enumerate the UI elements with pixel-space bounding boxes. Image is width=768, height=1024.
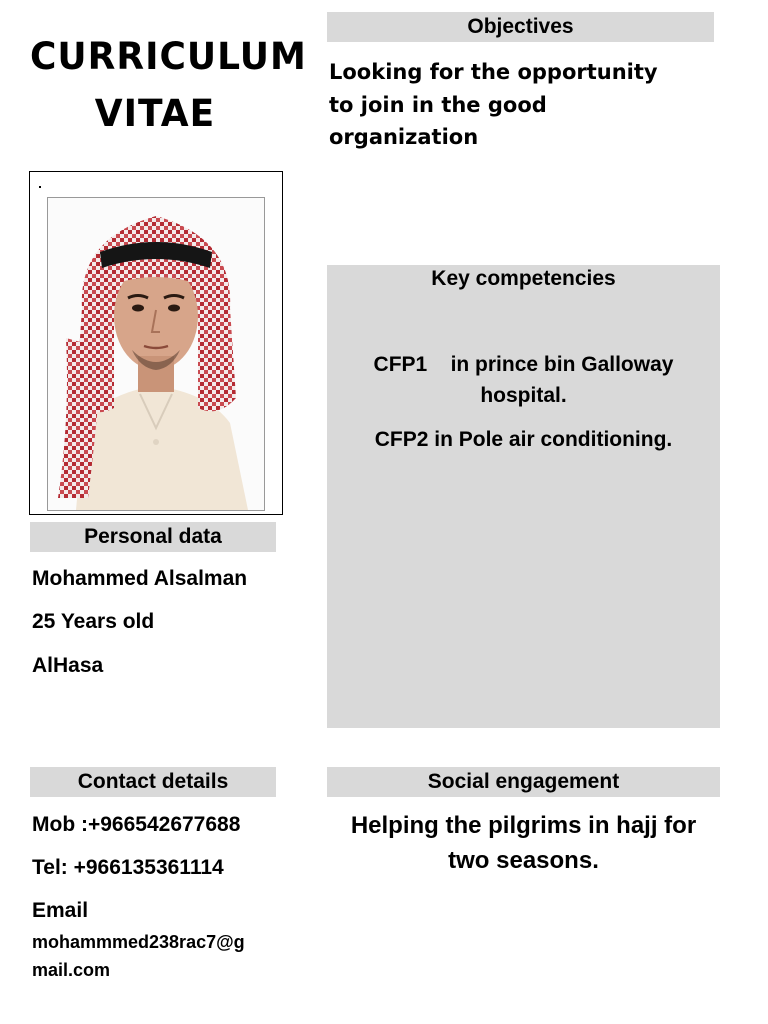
photo-dot (39, 186, 41, 188)
objectives-heading: Objectives (327, 12, 714, 42)
social-line: Helping the pilgrims in hajj for (350, 812, 697, 839)
contact-email-value (32, 928, 245, 984)
competency-item-2: CFP2 in Pole air conditioning. (374, 428, 673, 451)
contact-tel: Tel: +966135361114 (32, 856, 224, 879)
social-engagement-heading: Social engagement (327, 767, 720, 797)
objective-line: organization (329, 125, 479, 149)
personal-location: AlHasa (32, 654, 104, 677)
email-line: mohammmed238rac7@g (32, 932, 245, 952)
cv-title-line1: CURRICULUM (30, 35, 307, 79)
cv-title (30, 29, 307, 142)
social-line: two seasons. (448, 847, 599, 874)
objective-line: Looking for the opportunity (329, 60, 658, 84)
contact-mobile: Mob :+966542677688 (32, 813, 241, 836)
key-competencies-heading: Key competencies (431, 267, 616, 290)
contact-details-heading: Contact details (30, 767, 276, 797)
personal-name: Mohammed Alsalman (32, 567, 248, 590)
photo-frame (29, 171, 283, 515)
personal-data-heading: Personal data (30, 522, 276, 552)
objective-line: to join in the good (329, 92, 547, 117)
key-competencies-box (327, 265, 720, 728)
contact-email-label: Email (32, 899, 89, 922)
objective-text (329, 56, 719, 154)
email-line: mail.com (32, 960, 111, 980)
social-engagement-text (327, 808, 720, 878)
portrait-photo-icon (47, 197, 265, 511)
personal-age: 25 Years old (32, 610, 155, 633)
competency-item-1-line1: CFP1 in prince bin Galloway (373, 353, 674, 376)
competency-item-1-line2: hospital. (480, 384, 567, 407)
cv-title-line2: VITAE (94, 92, 216, 136)
